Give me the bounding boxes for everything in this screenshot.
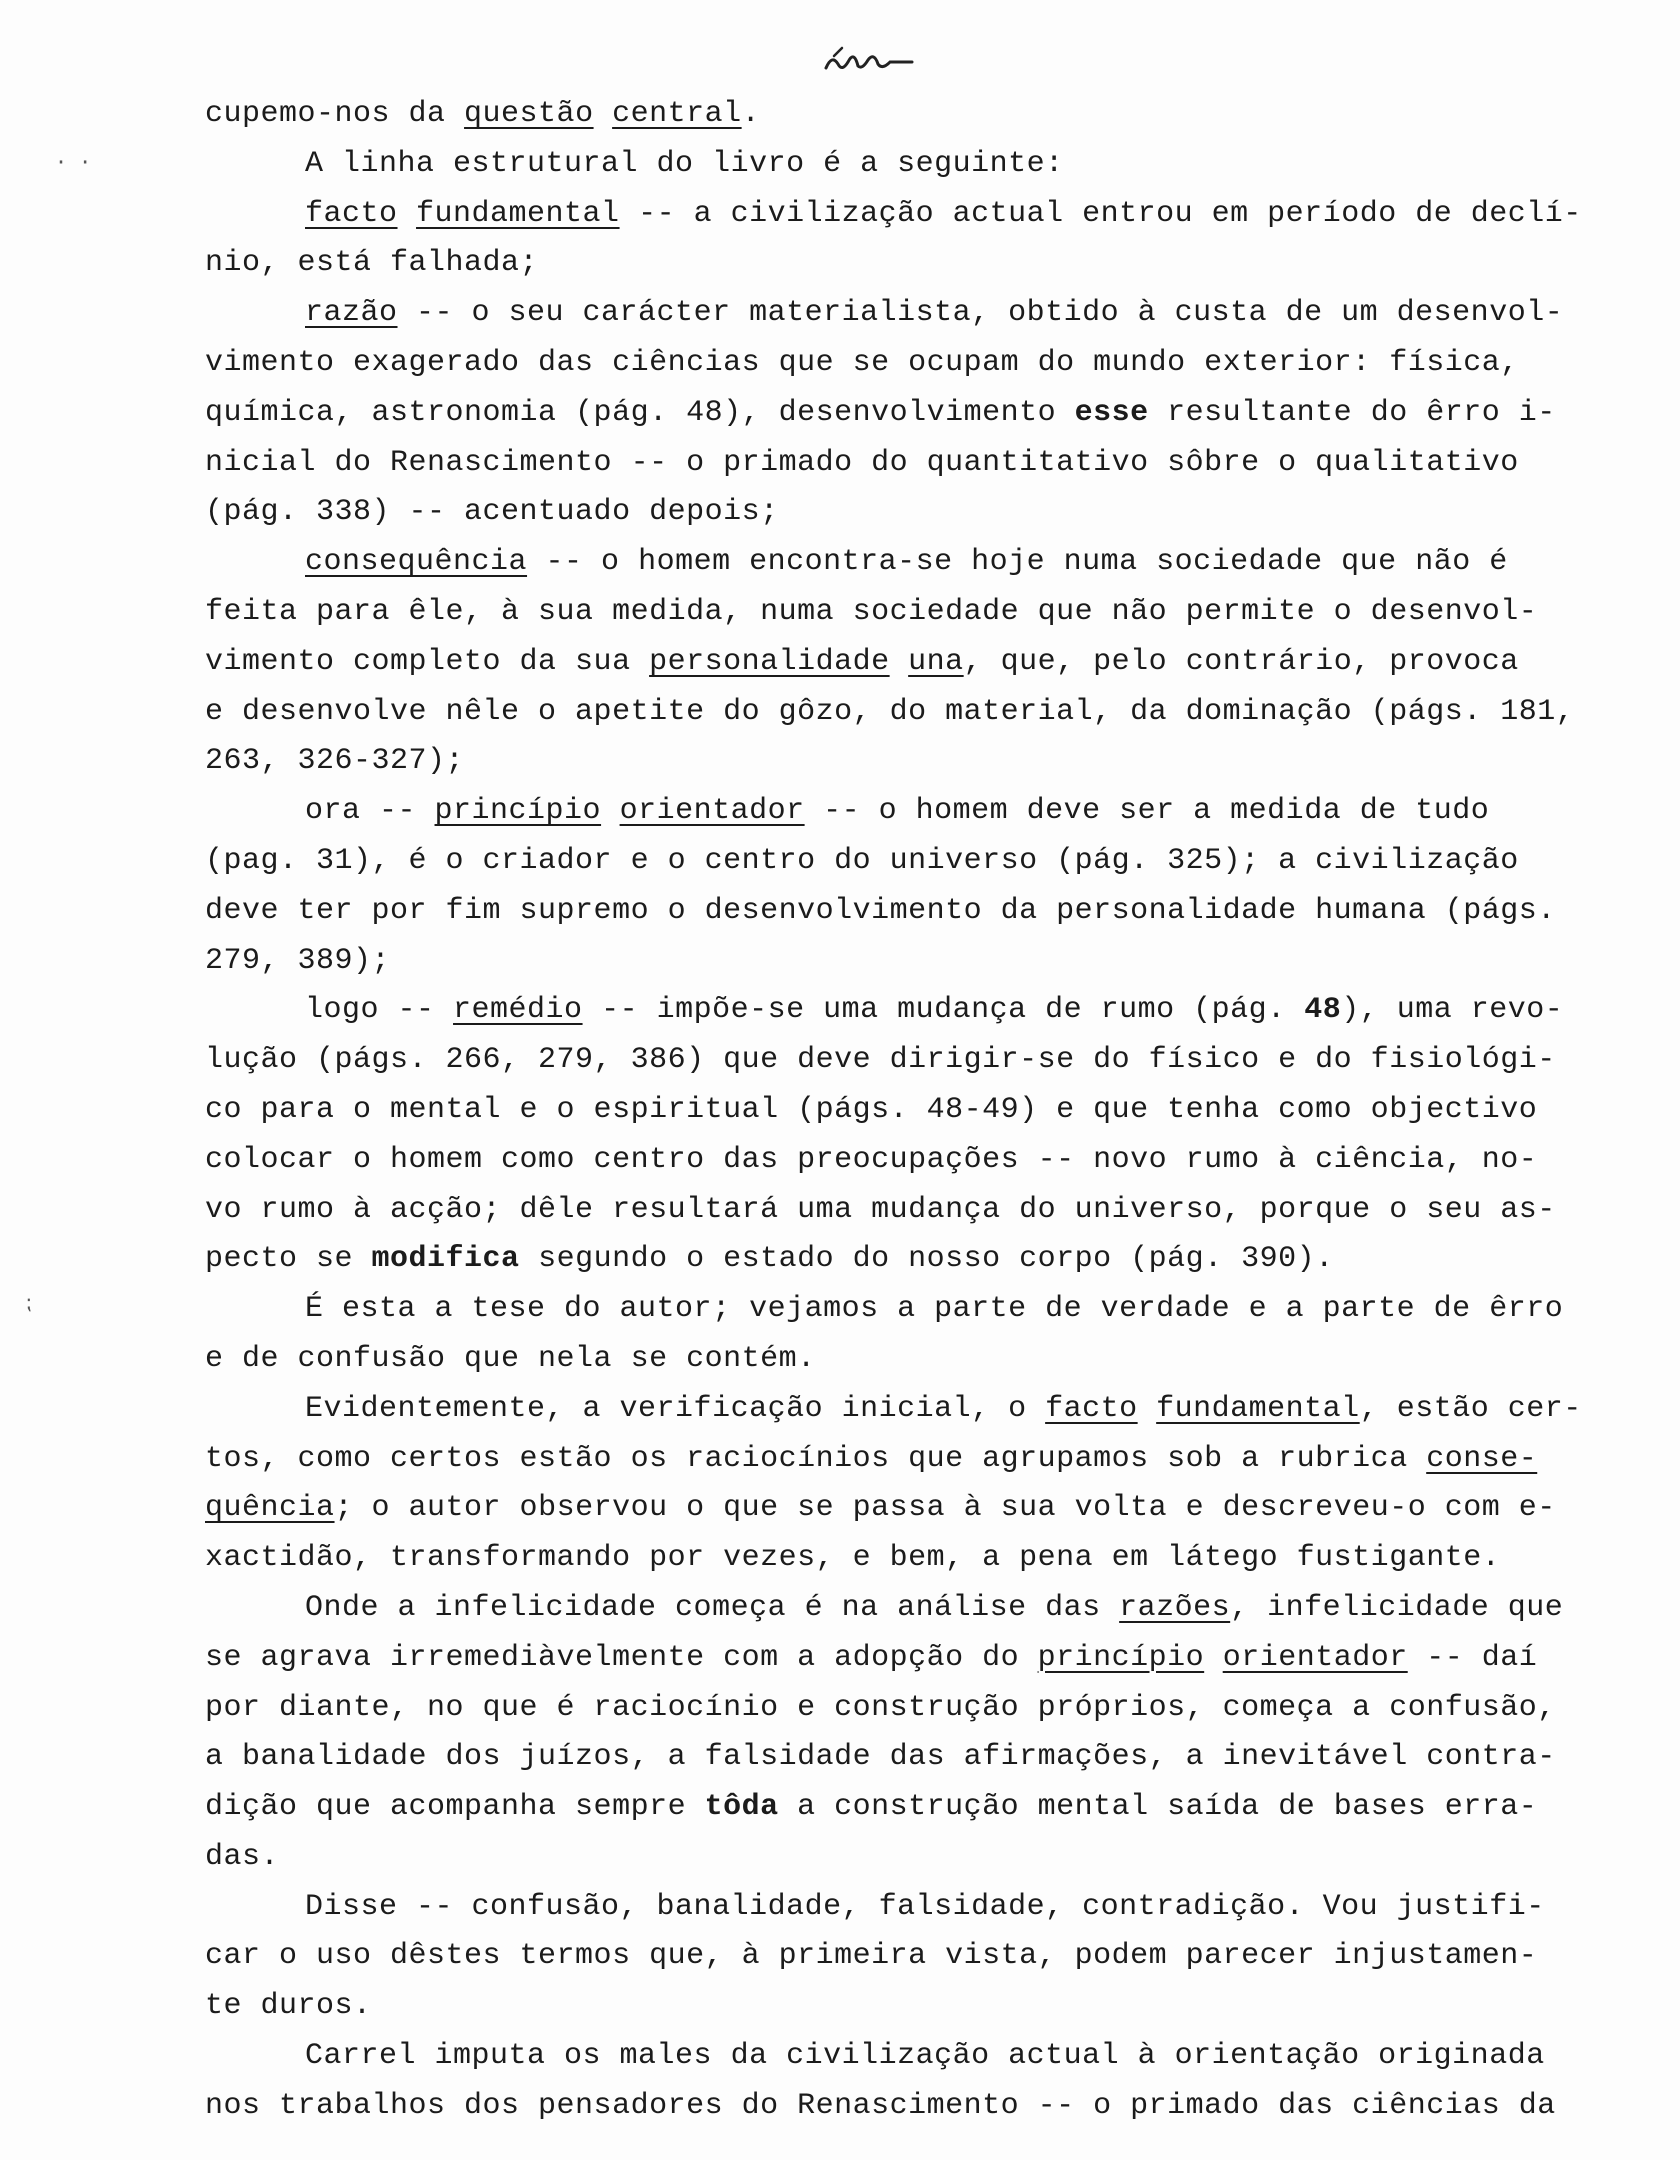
text-line [205, 1634, 1675, 1684]
text-line [205, 1584, 1675, 1634]
text-line [205, 1932, 1675, 1982]
text-line [205, 1534, 1675, 1584]
text-run: -- a civilização actual entrou em período de declí- [619, 196, 1582, 231]
text-line [205, 339, 1675, 389]
text-line [205, 439, 1675, 489]
text-run: -- daí [1407, 1640, 1538, 1675]
text-run: A linha estrutural do livro é a seguinte: [305, 146, 1064, 181]
text-run: xactidão, transformando por vezes, e bem, a pena em látego fustigante. [205, 1541, 1501, 1576]
text-run: tos, como certos estão os raciocínios que agrupamos sob a rubrica [205, 1441, 1427, 1476]
text-run: 263, 326-327); [205, 744, 465, 779]
text-run: feita para êle, à sua medida, numa sociedade que não permite o desenvol- [205, 594, 1538, 629]
text-line [205, 1235, 1675, 1285]
text-run: dição que acompanha sempre [205, 1790, 705, 1825]
text-run: -- o homem encontra-se hoje numa sociedade que não é [527, 545, 1508, 580]
underlined-term: razões [1119, 1590, 1231, 1625]
text-run [594, 97, 613, 131]
text-run [601, 794, 620, 828]
underlined-term: facto [1045, 1391, 1138, 1426]
text-line [205, 488, 1675, 538]
text-line [205, 1385, 1675, 1435]
underlined-term: personalidade [649, 644, 890, 679]
underlined-term: princípio [1037, 1640, 1205, 1675]
text-run: (pág. 338) -- acentuado depois; [205, 495, 779, 530]
text-line [205, 140, 1675, 190]
text-line [205, 837, 1675, 887]
underlined-term: remédio [453, 993, 583, 1028]
text-line [205, 1883, 1675, 1933]
text-line [205, 1285, 1675, 1335]
text-run: nos trabalhos dos pensadores do Renascimento -- o primado das ciências da [205, 2088, 1556, 2123]
underlined-term: conse- [1426, 1441, 1538, 1476]
overtyped-word: esse [1074, 395, 1149, 430]
text-run: e desenvolve nêle o apetite do gôzo, do material, da dominação (págs. 181, [205, 694, 1575, 729]
text-run: química, astronomia (pág. 48), desenvolvimento [205, 395, 1075, 430]
text-line [205, 937, 1675, 987]
text-run: a construção mental saída de bases erra- [778, 1790, 1538, 1825]
text-run [1204, 1641, 1223, 1675]
text-run: , estão cer- [1359, 1391, 1582, 1426]
text-run: ora -- [305, 794, 435, 829]
underlined-term: fundamental [416, 196, 620, 231]
text-run: 279, 389); [205, 943, 391, 978]
text-run [1138, 1392, 1157, 1426]
text-line [205, 1982, 1675, 2032]
text-run: por diante, no que é raciocínio e construção próprios, começa a confusão, [205, 1690, 1556, 1725]
handwritten-page-mark [820, 40, 920, 80]
text-run: É esta a tese do autor; vejamos a parte de verdade e a parte de êrro [305, 1292, 1564, 1327]
text-line [205, 1036, 1675, 1086]
text-run: resultante do êrro i- [1148, 395, 1556, 430]
text-run: vo rumo à acção; dêle resultará uma mudança do universo, porque o seu as- [205, 1192, 1556, 1227]
underlined-term: princípio [434, 794, 602, 829]
underlined-term: facto [305, 196, 398, 231]
text-run: -- o seu carácter materialista, obtido à custa de um desenvol- [397, 296, 1564, 331]
text-run: . [741, 97, 761, 131]
text-run: , que, pelo contrário, provoca [963, 644, 1519, 679]
text-run: colocar o homem como centro das preocupações -- novo rumo à ciência, no- [205, 1142, 1538, 1177]
text-line [205, 538, 1675, 588]
text-line [205, 588, 1675, 638]
text-line [205, 1484, 1675, 1534]
text-line [205, 1783, 1675, 1833]
underlined-term: central [612, 97, 742, 131]
text-run: lução (págs. 266, 279, 386) que deve dirigir-se do físico e do fisiológi- [205, 1043, 1556, 1078]
text-line [205, 1086, 1675, 1136]
overtyped-word: 48 [1304, 993, 1342, 1028]
underlined-term: fundamental [1156, 1391, 1360, 1426]
text-run: vimento exagerado das ciências que se ocupam do mundo exterior: física, [205, 345, 1519, 380]
text-line [205, 986, 1675, 1036]
text-run: car o uso dêstes termos que, à primeira vista, podem parecer injustamen- [205, 1939, 1538, 1974]
underlined-term: orientador [619, 794, 805, 829]
text-run: Disse -- confusão, banalidade, falsidade, contradição. Vou justifi- [305, 1889, 1545, 1924]
text-run: pecto se [205, 1242, 372, 1277]
text-run: nio, está falhada; [205, 246, 539, 281]
text-run: vimento completo da sua [205, 644, 650, 679]
text-run: (pag. 31), é o criador e o centro do universo (pág. 325); a civilização [205, 843, 1519, 878]
text-line [205, 190, 1675, 240]
underlined-term: quência [205, 1491, 335, 1526]
margin-dots: · · [55, 150, 92, 174]
text-line [205, 1186, 1675, 1236]
underlined-term: razão [305, 296, 398, 331]
text-run: das. [205, 1839, 280, 1874]
text-run: a banalidade dos juízos, a falsidade das afirmações, a inevitável contra- [205, 1740, 1556, 1775]
text-run: ; o autor observou o que se passa à sua volta e descreveu-o com e- [334, 1491, 1556, 1526]
text-line [205, 1435, 1675, 1485]
text-run: cupemo-nos da [205, 97, 465, 131]
text-run: , infelicidade que [1230, 1590, 1564, 1625]
text-line [205, 688, 1675, 738]
text-run: Onde a infelicidade começa é na análise das [305, 1590, 1120, 1625]
text-line [205, 289, 1675, 339]
text-run [890, 645, 909, 679]
text-run: te duros. [205, 1989, 372, 2024]
underlined-term: una [908, 644, 964, 679]
text-line [205, 638, 1675, 688]
text-run: e de confusão que nela se contém. [205, 1341, 816, 1376]
text-line [205, 239, 1675, 289]
text-run: co para o mental e o espiritual (págs. 48-49) e que tenha como objectivo [205, 1092, 1538, 1127]
text-line [205, 737, 1675, 787]
overtyped-word: tôda [704, 1790, 779, 1825]
text-run: -- o homem deve ser a medida de tudo [804, 794, 1490, 829]
body-text [205, 90, 1675, 2132]
underlined-term: consequência [305, 545, 528, 580]
text-line [205, 887, 1675, 937]
text-run: segundo o estado do nosso corpo (pág. 390). [519, 1242, 1334, 1277]
text-run: Evidentemente, a verificação inicial, o [305, 1391, 1046, 1426]
text-run [398, 197, 417, 231]
text-line [205, 389, 1675, 439]
overtyped-word: modifica [371, 1242, 520, 1277]
underlined-term: questão [464, 97, 594, 131]
text-line [205, 1833, 1675, 1883]
text-run: -- impõe-se uma mudança de rumo (pág. [582, 993, 1305, 1028]
text-run: deve ter por fim supremo o desenvolvimento da personalidade humana (págs. [205, 893, 1556, 928]
text-line [205, 1335, 1675, 1385]
text-line [205, 90, 1675, 140]
text-line [205, 2082, 1675, 2132]
text-run: Carrel imputa os males da civilização actual à orientação originada [305, 2039, 1545, 2074]
margin-mark: ⁏ [25, 1290, 32, 1314]
text-run: nicial do Renascimento -- o primado do quantitativo sôbre o qualitativo [205, 445, 1519, 480]
text-run: se agrava irremediàvelmente com a adopção do [205, 1640, 1038, 1675]
underlined-term: orientador [1222, 1640, 1408, 1675]
text-line [205, 787, 1675, 837]
text-line [205, 1136, 1675, 1186]
text-line [205, 2032, 1675, 2082]
text-run: logo -- [305, 993, 454, 1028]
text-line [205, 1733, 1675, 1783]
text-line [205, 1684, 1675, 1734]
text-run: ), uma revo- [1341, 993, 1564, 1028]
